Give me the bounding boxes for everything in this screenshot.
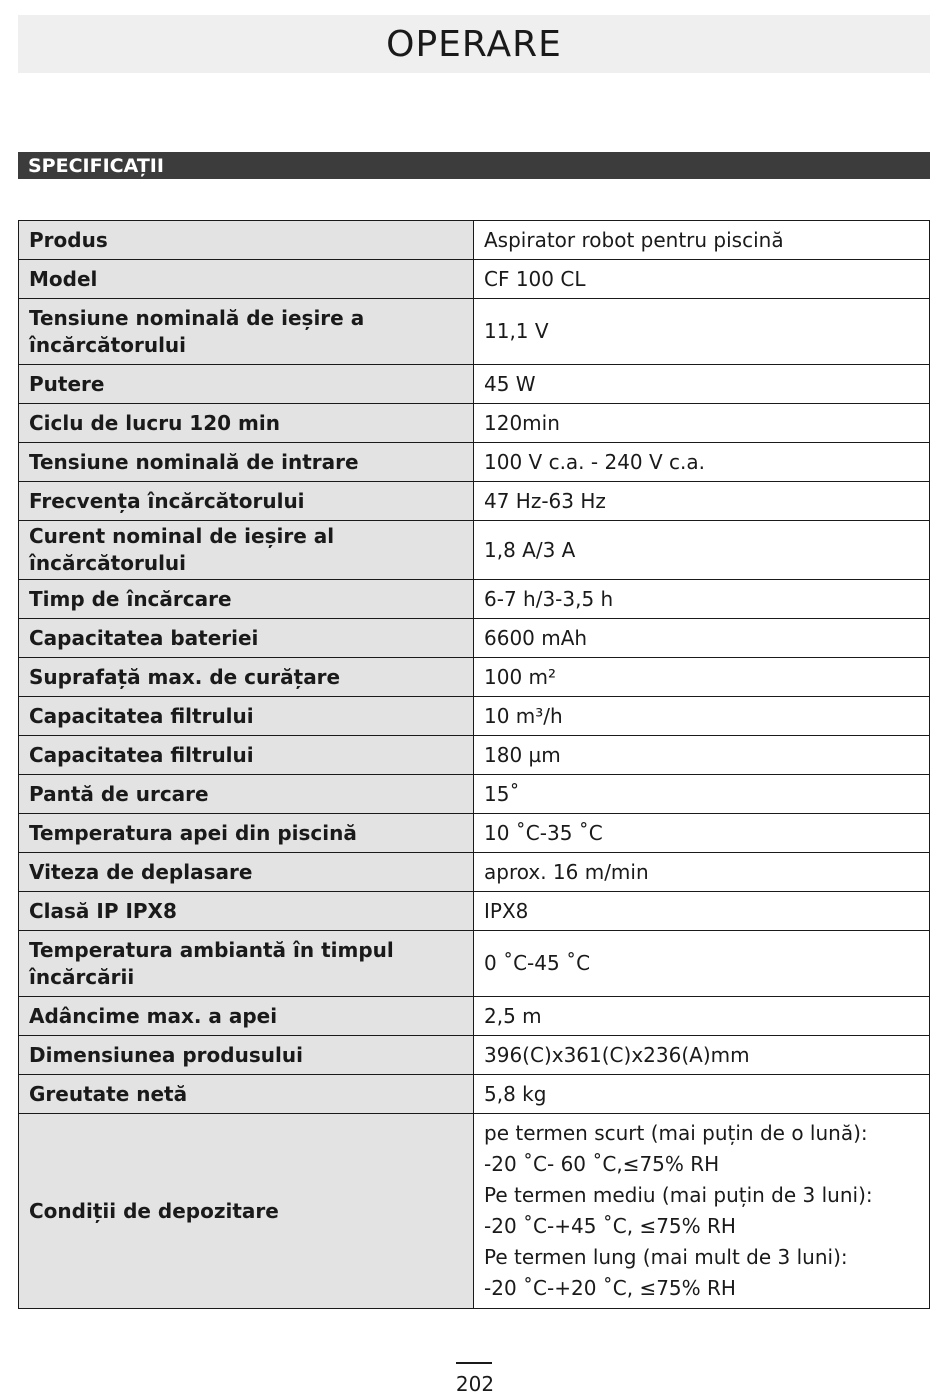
spec-row [19, 221, 930, 260]
spec-row [19, 853, 930, 892]
spec-value: 2,5 m [474, 997, 930, 1036]
spec-row [19, 482, 930, 521]
spec-label: Timp de încărcare [19, 580, 474, 619]
spec-row [19, 997, 930, 1036]
storage-line: Pe termen lung (mai mult de 3 luni): [484, 1245, 848, 1269]
spec-value: 5,8 kg [474, 1075, 930, 1114]
spec-label: Ciclu de lucru 120 min [19, 404, 474, 443]
spec-label: Capacitatea filtrului [19, 697, 474, 736]
spec-label: Temperatura apei din piscină [19, 814, 474, 853]
spec-value: 11,1 V [474, 299, 930, 365]
spec-label: Tensiune nominală de intrare [19, 443, 474, 482]
spec-row [19, 521, 930, 580]
spec-value: 100 V c.a. - 240 V c.a. [474, 443, 930, 482]
section-header [18, 152, 930, 179]
specifications-table [18, 220, 930, 1309]
spec-row-storage [19, 1114, 930, 1309]
spec-row [19, 697, 930, 736]
spec-label: Curent nominal de ieșire al încărcătorului [19, 521, 474, 580]
spec-value: CF 100 CL [474, 260, 930, 299]
page-header [18, 15, 930, 73]
spec-label: Putere [19, 365, 474, 404]
storage-line: -20 ˚C-+20 ˚C, ≤75% RH [484, 1276, 736, 1300]
spec-row [19, 736, 930, 775]
spec-value: aprox. 16 m/min [474, 853, 930, 892]
spec-label: Condiții de depozitare [19, 1114, 474, 1309]
spec-value: 15˚ [474, 775, 930, 814]
spec-row [19, 1075, 930, 1114]
spec-value: 10 ˚C-35 ˚C [474, 814, 930, 853]
spec-row [19, 443, 930, 482]
spec-row [19, 931, 930, 997]
spec-value: 45 W [474, 365, 930, 404]
spec-row [19, 658, 930, 697]
page-number: 202 [455, 1372, 495, 1396]
spec-label: Capacitatea bateriei [19, 619, 474, 658]
spec-value: IPX8 [474, 892, 930, 931]
spec-row [19, 580, 930, 619]
spec-label: Suprafață max. de curățare [19, 658, 474, 697]
spec-value: 6600 mAh [474, 619, 930, 658]
spec-label: Greutate netă [19, 1075, 474, 1114]
spec-label: Viteza de deplasare [19, 853, 474, 892]
spec-row [19, 892, 930, 931]
spec-row [19, 619, 930, 658]
storage-line: -20 ˚C-+45 ˚C, ≤75% RH [484, 1214, 736, 1238]
spec-row [19, 1036, 930, 1075]
spec-label: Pantă de urcare [19, 775, 474, 814]
storage-line: Pe termen mediu (mai puțin de 3 luni): [484, 1183, 873, 1207]
spec-label: Produs [19, 221, 474, 260]
spec-label: Capacitatea filtrului [19, 736, 474, 775]
spec-label: Adâncime max. a apei [19, 997, 474, 1036]
spec-row [19, 299, 930, 365]
spec-value: 1,8 A/3 A [474, 521, 930, 580]
storage-conditions [474, 1114, 930, 1309]
spec-value: Aspirator robot pentru piscină [474, 221, 930, 260]
storage-line: pe termen scurt (mai puțin de o lună): [484, 1121, 868, 1145]
spec-value: 180 µm [474, 736, 930, 775]
spec-label: Tensiune nominală de ieșire a încărcătorului [19, 299, 474, 365]
spec-label: Clasă IP IPX8 [19, 892, 474, 931]
spec-row [19, 775, 930, 814]
spec-value: 47 Hz-63 Hz [474, 482, 930, 521]
section-title: SPECIFICAȚII [28, 154, 164, 177]
page-number-rule [456, 1362, 492, 1364]
page-title: OPERARE [386, 23, 562, 65]
spec-label: Dimensiunea produsului [19, 1036, 474, 1075]
spec-value: 120min [474, 404, 930, 443]
spec-value: 0 ˚C-45 ˚C [474, 931, 930, 997]
spec-row [19, 365, 930, 404]
spec-row [19, 260, 930, 299]
spec-value: 6-7 h/3-3,5 h [474, 580, 930, 619]
spec-label: Model [19, 260, 474, 299]
spec-row [19, 404, 930, 443]
spec-label: Temperatura ambiantă în timpul încărcării [19, 931, 474, 997]
spec-label: Frecvența încărcătorului [19, 482, 474, 521]
spec-row [19, 814, 930, 853]
spec-value: 10 m³/h [474, 697, 930, 736]
spec-value: 100 m² [474, 658, 930, 697]
storage-line: -20 ˚C- 60 ˚C,≤75% RH [484, 1152, 720, 1176]
spec-value: 396(C)x361(C)x236(A)mm [474, 1036, 930, 1075]
